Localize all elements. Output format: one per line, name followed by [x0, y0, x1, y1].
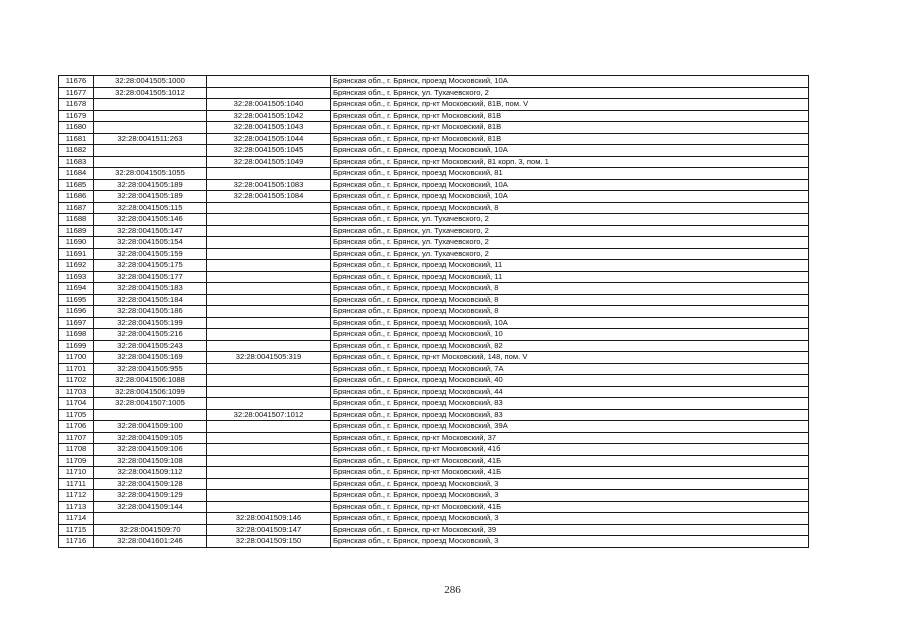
related-cadastral-number-cell [207, 340, 331, 352]
related-cadastral-number-cell [207, 398, 331, 410]
cadastral-number-cell: 32:28:0041505:186 [94, 306, 207, 318]
row-number-cell: 11710 [59, 467, 94, 479]
table-row [59, 352, 809, 364]
row-number-cell: 11704 [59, 398, 94, 410]
row-number-cell: 11707 [59, 432, 94, 444]
address-cell: Брянская обл., г. Брянск, ул. Тухачевского, 2 [331, 87, 809, 99]
address-cell: Брянская обл., г. Брянск, проезд Московский, 3 [331, 513, 809, 525]
related-cadastral-number-cell [207, 260, 331, 272]
row-number-cell: 11703 [59, 386, 94, 398]
table-row [59, 398, 809, 410]
row-number-cell: 11699 [59, 340, 94, 352]
address-cell: Брянская обл., г. Брянск, пр-кт Московский, 39 [331, 524, 809, 536]
related-cadastral-number-cell [207, 490, 331, 502]
related-cadastral-number-cell [207, 421, 331, 433]
related-cadastral-number-cell [207, 478, 331, 490]
cadastral-number-cell: 32:28:0041509:108 [94, 455, 207, 467]
row-number-cell: 11708 [59, 444, 94, 456]
address-cell: Брянская обл., г. Брянск, ул. Тухачевского, 2 [331, 214, 809, 226]
related-cadastral-number-cell: 32:28:0041505:1083 [207, 179, 331, 191]
cadastral-number-cell: 32:28:0041505:243 [94, 340, 207, 352]
address-cell: Брянская обл., г. Брянск, проезд Московский, 10А [331, 191, 809, 203]
related-cadastral-number-cell [207, 248, 331, 260]
address-cell: Брянская обл., г. Брянск, проезд Московский, 10А [331, 317, 809, 329]
address-cell: Брянская обл., г. Брянск, проезд Московский, 39А [331, 421, 809, 433]
table-row [59, 467, 809, 479]
address-cell: Брянская обл., г. Брянск, пр-кт Московский, 41Б [331, 501, 809, 513]
table-row [59, 110, 809, 122]
address-cell: Брянская обл., г. Брянск, ул. Тухачевского, 2 [331, 248, 809, 260]
table-row [59, 191, 809, 203]
related-cadastral-number-cell: 32:28:0041505:319 [207, 352, 331, 364]
related-cadastral-number-cell [207, 214, 331, 226]
address-cell: Брянская обл., г. Брянск, пр-кт Московский, 37 [331, 432, 809, 444]
cadastral-number-cell: 32:28:0041505:159 [94, 248, 207, 260]
address-cell: Брянская обл., г. Брянск, проезд Московский, 10А [331, 76, 809, 88]
address-cell: Брянская обл., г. Брянск, проезд Московский, 8 [331, 202, 809, 214]
table-row [59, 260, 809, 272]
table-row [59, 513, 809, 525]
cadastral-number-cell: 32:28:0041505:146 [94, 214, 207, 226]
cadastral-number-cell [94, 156, 207, 168]
address-cell: Брянская обл., г. Брянск, ул. Тухачевского, 2 [331, 225, 809, 237]
related-cadastral-number-cell: 32:28:0041505:1084 [207, 191, 331, 203]
table-row [59, 329, 809, 341]
address-cell: Брянская обл., г. Брянск, пр-кт Московский, 81В [331, 122, 809, 134]
address-cell: Брянская обл., г. Брянск, проезд Московский, 10 [331, 329, 809, 341]
table-row [59, 133, 809, 145]
cadastral-number-cell: 32:28:0041506:1088 [94, 375, 207, 387]
related-cadastral-number-cell [207, 271, 331, 283]
address-cell: Брянская обл., г. Брянск, проезд Московский, 8 [331, 283, 809, 295]
table-row [59, 294, 809, 306]
related-cadastral-number-cell [207, 375, 331, 387]
row-number-cell: 11689 [59, 225, 94, 237]
table-row [59, 306, 809, 318]
cadastral-number-cell: 32:28:0041505:1000 [94, 76, 207, 88]
cadastral-number-cell: 32:28:0041509:70 [94, 524, 207, 536]
row-number-cell: 11702 [59, 375, 94, 387]
row-number-cell: 11679 [59, 110, 94, 122]
table-row [59, 122, 809, 134]
related-cadastral-number-cell [207, 168, 331, 180]
related-cadastral-number-cell: 32:28:0041505:1040 [207, 99, 331, 111]
address-cell: Брянская обл., г. Брянск, пр-кт Московский, 81 корп. 3, пом. 1 [331, 156, 809, 168]
table-row [59, 421, 809, 433]
row-number-cell: 11711 [59, 478, 94, 490]
table-row [59, 432, 809, 444]
cadastral-number-cell [94, 110, 207, 122]
row-number-cell: 11678 [59, 99, 94, 111]
cadastral-number-cell: 32:28:0041505:175 [94, 260, 207, 272]
registry-table-container [58, 75, 808, 548]
related-cadastral-number-cell [207, 317, 331, 329]
address-cell: Брянская обл., г. Брянск, проезд Московский, 40 [331, 375, 809, 387]
row-number-cell: 11701 [59, 363, 94, 375]
cadastral-number-cell [94, 145, 207, 157]
related-cadastral-number-cell [207, 76, 331, 88]
cadastral-number-cell [94, 99, 207, 111]
cadastral-number-cell: 32:28:0041511:263 [94, 133, 207, 145]
row-number-cell: 11691 [59, 248, 94, 260]
related-cadastral-number-cell [207, 501, 331, 513]
address-cell: Брянская обл., г. Брянск, проезд Московский, 3 [331, 490, 809, 502]
related-cadastral-number-cell: 32:28:0041509:146 [207, 513, 331, 525]
row-number-cell: 11713 [59, 501, 94, 513]
address-cell: Брянская обл., г. Брянск, проезд Московский, 10А [331, 179, 809, 191]
cadastral-number-cell: 32:28:0041505:184 [94, 294, 207, 306]
cadastral-number-cell: 32:28:0041509:129 [94, 490, 207, 502]
address-cell: Брянская обл., г. Брянск, пр-кт Московский, 81В [331, 110, 809, 122]
row-number-cell: 11700 [59, 352, 94, 364]
related-cadastral-number-cell [207, 329, 331, 341]
related-cadastral-number-cell [207, 306, 331, 318]
related-cadastral-number-cell [207, 386, 331, 398]
cadastral-number-cell: 32:28:0041509:100 [94, 421, 207, 433]
related-cadastral-number-cell: 32:28:0041505:1044 [207, 133, 331, 145]
address-cell: Брянская обл., г. Брянск, проезд Московский, 8 [331, 294, 809, 306]
table-row [59, 317, 809, 329]
table-row [59, 237, 809, 249]
address-cell: Брянская обл., г. Брянск, пр-кт Московский, 81В [331, 133, 809, 145]
table-row [59, 444, 809, 456]
row-number-cell: 11685 [59, 179, 94, 191]
cadastral-number-cell [94, 513, 207, 525]
cadastral-number-cell: 32:28:0041505:115 [94, 202, 207, 214]
table-row [59, 271, 809, 283]
row-number-cell: 11688 [59, 214, 94, 226]
related-cadastral-number-cell: 32:28:0041505:1045 [207, 145, 331, 157]
cadastral-number-cell: 32:28:0041509:105 [94, 432, 207, 444]
table-row [59, 87, 809, 99]
row-number-cell: 11715 [59, 524, 94, 536]
related-cadastral-number-cell [207, 225, 331, 237]
related-cadastral-number-cell [207, 87, 331, 99]
row-number-cell: 11687 [59, 202, 94, 214]
cadastral-number-cell: 32:28:0041509:128 [94, 478, 207, 490]
row-number-cell: 11706 [59, 421, 94, 433]
address-cell: Брянская обл., г. Брянск, проезд Московский, 3 [331, 536, 809, 548]
address-cell: Брянская обл., г. Брянск, проезд Московский, 3 [331, 478, 809, 490]
cadastral-number-cell: 32:28:0041505:189 [94, 191, 207, 203]
cadastral-number-cell: 32:28:0041601:246 [94, 536, 207, 548]
related-cadastral-number-cell: 32:28:0041505:1043 [207, 122, 331, 134]
related-cadastral-number-cell [207, 444, 331, 456]
row-number-cell: 11676 [59, 76, 94, 88]
cadastral-number-cell: 32:28:0041507:1005 [94, 398, 207, 410]
cadastral-number-cell: 32:28:0041506:1099 [94, 386, 207, 398]
page-number: 286 [444, 584, 461, 596]
row-number-cell: 11705 [59, 409, 94, 421]
table-row [59, 501, 809, 513]
address-cell: Брянская обл., г. Брянск, проезд Московский, 7А [331, 363, 809, 375]
address-cell: Брянская обл., г. Брянск, пр-кт Московский, 41Б [331, 455, 809, 467]
table-row [59, 168, 809, 180]
row-number-cell: 11690 [59, 237, 94, 249]
table-row [59, 225, 809, 237]
address-cell: Брянская обл., г. Брянск, проезд Московский, 82 [331, 340, 809, 352]
table-row [59, 76, 809, 88]
related-cadastral-number-cell: 32:28:0041507:1012 [207, 409, 331, 421]
related-cadastral-number-cell [207, 202, 331, 214]
related-cadastral-number-cell [207, 294, 331, 306]
related-cadastral-number-cell [207, 467, 331, 479]
cadastral-number-cell: 32:28:0041505:177 [94, 271, 207, 283]
row-number-cell: 11696 [59, 306, 94, 318]
row-number-cell: 11709 [59, 455, 94, 467]
cadastral-number-cell: 32:28:0041505:147 [94, 225, 207, 237]
cadastral-number-cell: 32:28:0041505:199 [94, 317, 207, 329]
row-number-cell: 11684 [59, 168, 94, 180]
table-row [59, 156, 809, 168]
table-row [59, 363, 809, 375]
address-cell: Брянская обл., г. Брянск, проезд Московский, 10А [331, 145, 809, 157]
address-cell: Брянская обл., г. Брянск, пр-кт Московский, 81В, пом. V [331, 99, 809, 111]
cadastral-number-cell: 32:28:0041505:169 [94, 352, 207, 364]
row-number-cell: 11686 [59, 191, 94, 203]
row-number-cell: 11698 [59, 329, 94, 341]
table-row [59, 145, 809, 157]
row-number-cell: 11680 [59, 122, 94, 134]
cadastral-number-cell: 32:28:0041505:216 [94, 329, 207, 341]
row-number-cell: 11694 [59, 283, 94, 295]
row-number-cell: 11716 [59, 536, 94, 548]
table-row [59, 524, 809, 536]
table-row [59, 202, 809, 214]
cadastral-number-cell: 32:28:0041505:154 [94, 237, 207, 249]
address-cell: Брянская обл., г. Брянск, проезд Московский, 11 [331, 260, 809, 272]
table-row [59, 214, 809, 226]
cadastral-number-cell: 32:28:0041509:106 [94, 444, 207, 456]
row-number-cell: 11695 [59, 294, 94, 306]
cadastral-number-cell: 32:28:0041505:183 [94, 283, 207, 295]
related-cadastral-number-cell: 32:28:0041509:147 [207, 524, 331, 536]
cadastral-number-cell [94, 409, 207, 421]
address-cell: Брянская обл., г. Брянск, ул. Тухачевского, 2 [331, 237, 809, 249]
registry-table [58, 75, 809, 548]
table-row [59, 490, 809, 502]
related-cadastral-number-cell [207, 237, 331, 249]
table-row [59, 99, 809, 111]
cadastral-number-cell: 32:28:0041509:144 [94, 501, 207, 513]
cadastral-number-cell: 32:28:0041509:112 [94, 467, 207, 479]
table-row [59, 386, 809, 398]
cadastral-number-cell [94, 122, 207, 134]
table-row [59, 248, 809, 260]
table-row [59, 283, 809, 295]
address-cell: Брянская обл., г. Брянск, проезд Московский, 8 [331, 306, 809, 318]
row-number-cell: 11693 [59, 271, 94, 283]
row-number-cell: 11682 [59, 145, 94, 157]
row-number-cell: 11681 [59, 133, 94, 145]
registry-table-body [59, 76, 809, 548]
address-cell: Брянская обл., г. Брянск, пр-кт Московский, 41б [331, 444, 809, 456]
row-number-cell: 11697 [59, 317, 94, 329]
address-cell: Брянская обл., г. Брянск, проезд Московский, 81 [331, 168, 809, 180]
table-row [59, 455, 809, 467]
related-cadastral-number-cell [207, 432, 331, 444]
row-number-cell: 11683 [59, 156, 94, 168]
related-cadastral-number-cell: 32:28:0041505:1042 [207, 110, 331, 122]
related-cadastral-number-cell [207, 283, 331, 295]
address-cell: Брянская обл., г. Брянск, пр-кт Московский, 148, пом. V [331, 352, 809, 364]
row-number-cell: 11692 [59, 260, 94, 272]
address-cell: Брянская обл., г. Брянск, пр-кт Московский, 41Б [331, 467, 809, 479]
related-cadastral-number-cell [207, 363, 331, 375]
table-row [59, 409, 809, 421]
cadastral-number-cell: 32:28:0041505:1055 [94, 168, 207, 180]
row-number-cell: 11677 [59, 87, 94, 99]
related-cadastral-number-cell [207, 455, 331, 467]
row-number-cell: 11712 [59, 490, 94, 502]
related-cadastral-number-cell: 32:28:0041509:150 [207, 536, 331, 548]
address-cell: Брянская обл., г. Брянск, проезд Московский, 83 [331, 398, 809, 410]
table-row [59, 179, 809, 191]
row-number-cell: 11714 [59, 513, 94, 525]
address-cell: Брянская обл., г. Брянск, проезд Московский, 11 [331, 271, 809, 283]
address-cell: Брянская обл., г. Брянск, проезд Московский, 44 [331, 386, 809, 398]
table-row [59, 536, 809, 548]
address-cell: Брянская обл., г. Брянск, проезд Московский, 83 [331, 409, 809, 421]
related-cadastral-number-cell: 32:28:0041505:1049 [207, 156, 331, 168]
table-row [59, 478, 809, 490]
cadastral-number-cell: 32:28:0041505:1012 [94, 87, 207, 99]
cadastral-number-cell: 32:28:0041505:955 [94, 363, 207, 375]
table-row [59, 375, 809, 387]
table-row [59, 340, 809, 352]
cadastral-number-cell: 32:28:0041505:189 [94, 179, 207, 191]
